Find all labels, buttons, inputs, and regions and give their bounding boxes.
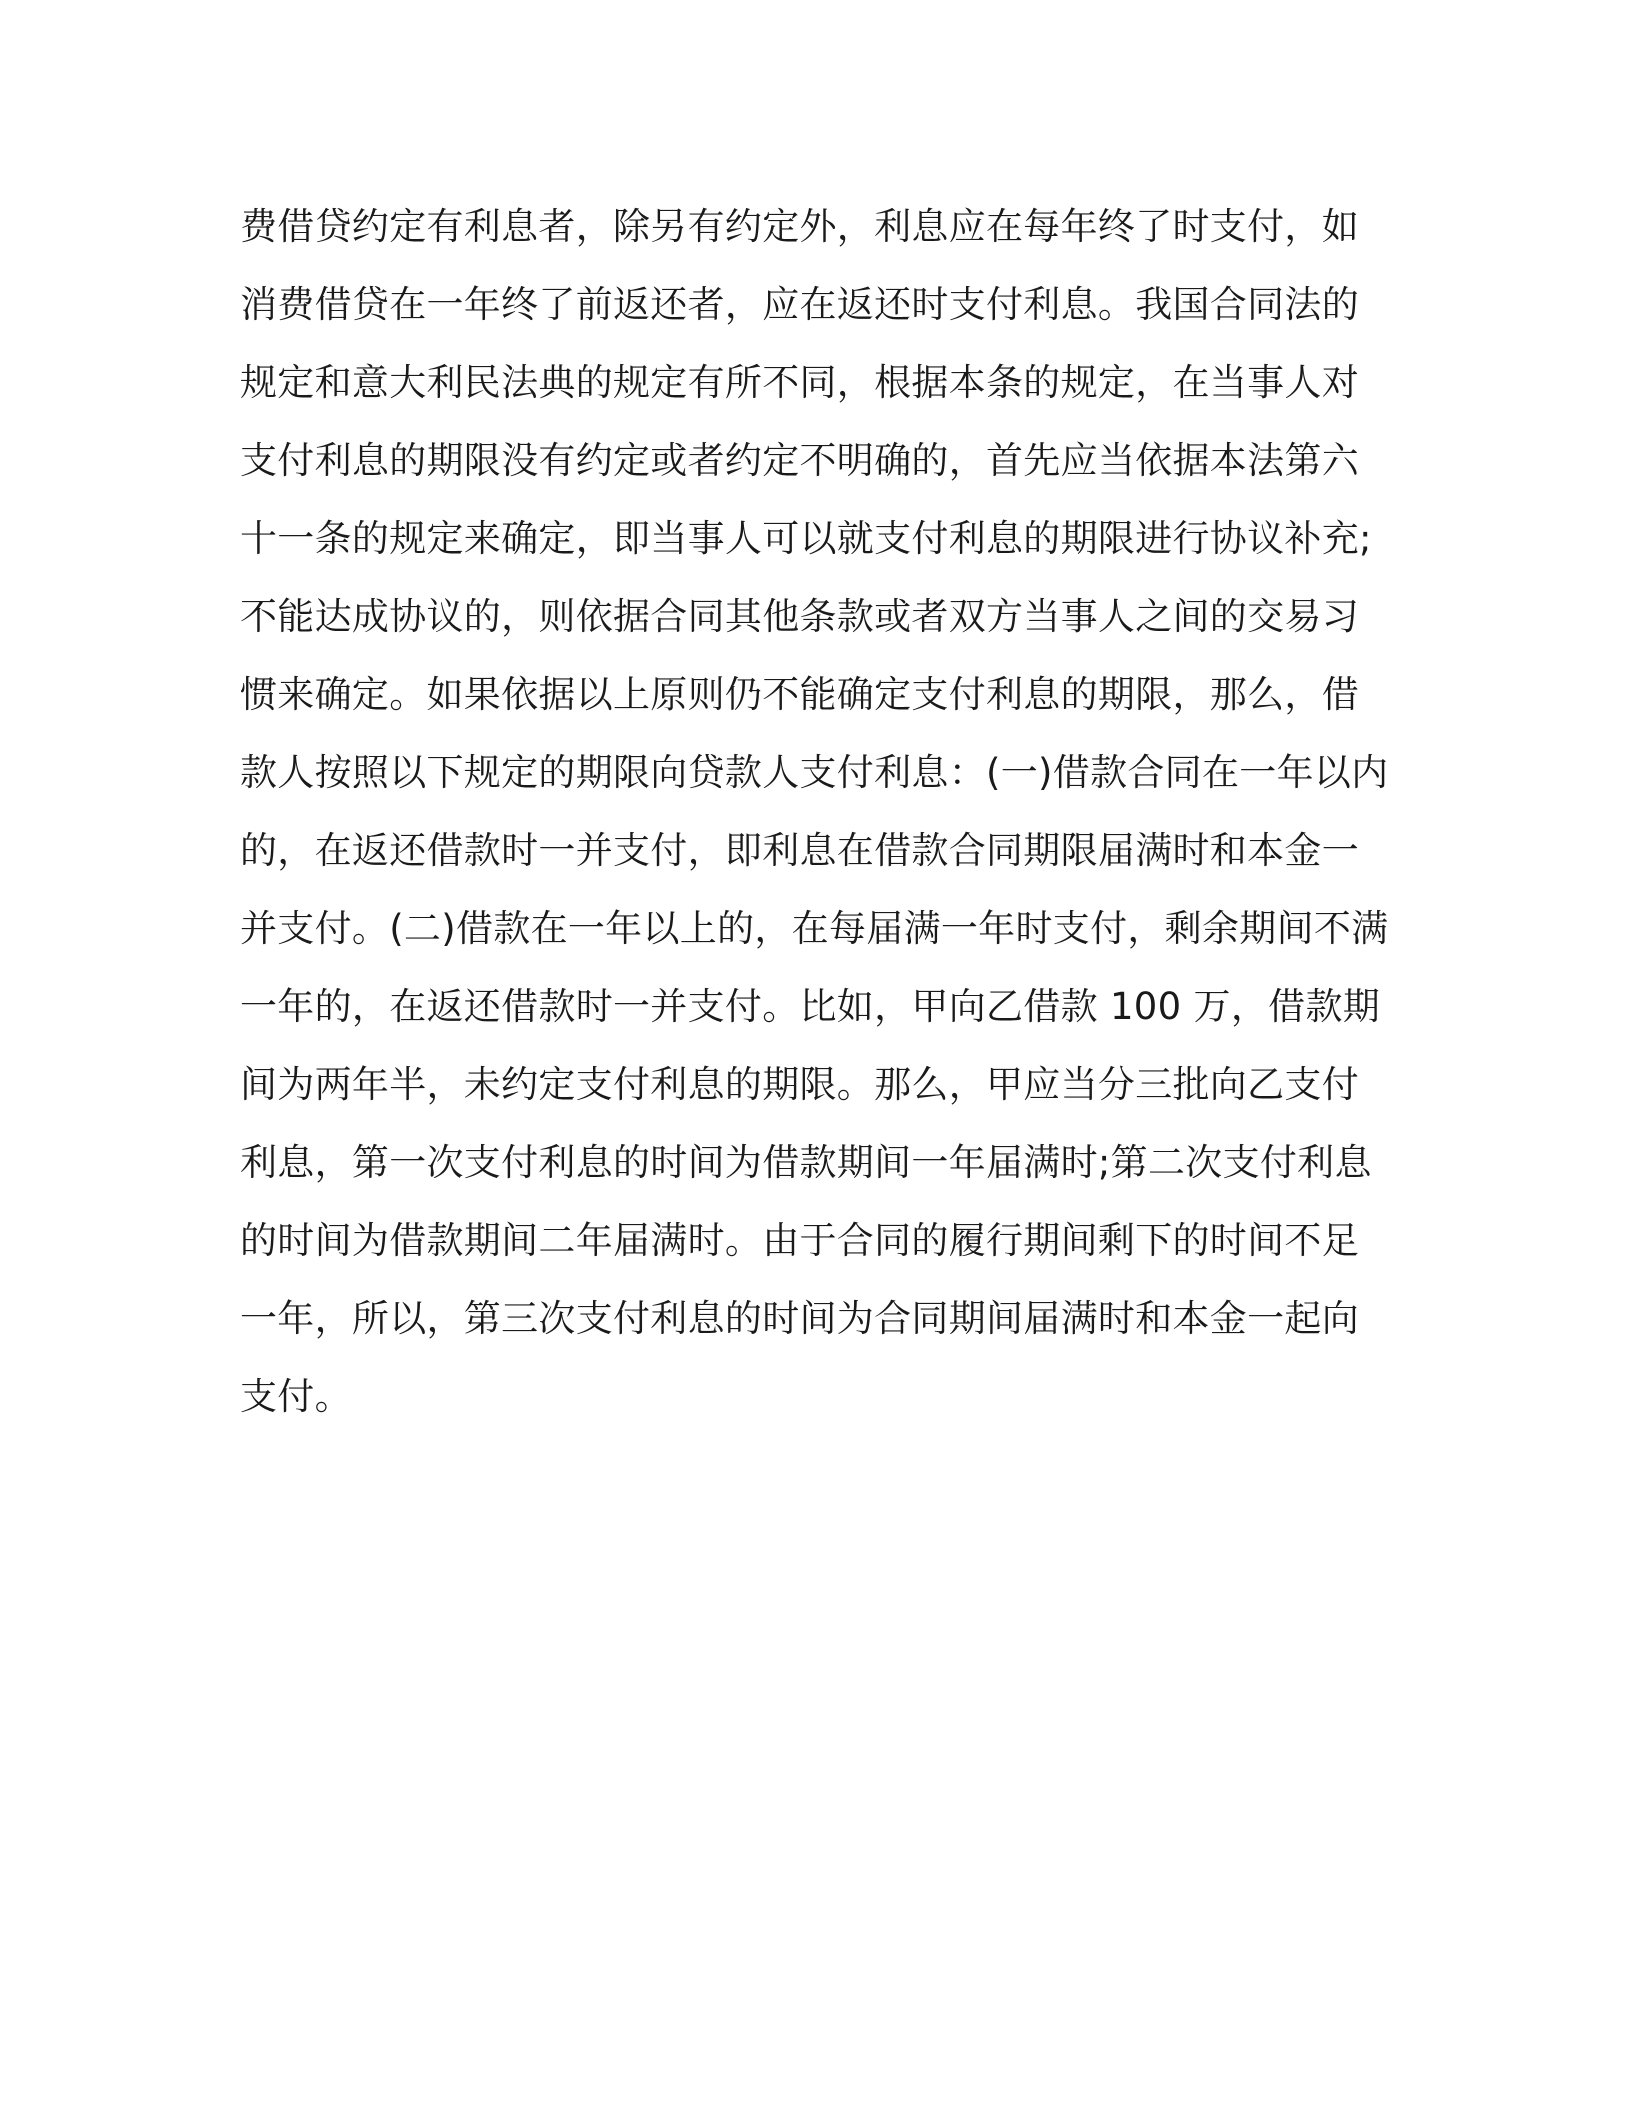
- text-line: 费借贷约定有利息者，除另有约定外，利息应在每年终了时支付，如: [240, 205, 1359, 248]
- text-line: 的时间为借款期间二年届满时。由于合同的履行期间剩下的时间不足: [240, 1219, 1359, 1262]
- text-line: 一年的，在返还借款时一并支付。比如，甲向乙借款 100 万，借款期: [240, 985, 1381, 1028]
- text-line: 支付利息的期限没有约定或者约定不明确的，首先应当依据本法第六: [240, 439, 1359, 482]
- text-line: 并支付。(二)借款在一年以上的，在每届满一年时支付，剩余期间不满: [240, 907, 1389, 950]
- body-paragraph: [240, 188, 1400, 1436]
- text-line: 支付。: [240, 1375, 352, 1418]
- text-line: 利息，第一次支付利息的时间为借款期间一年届满时;第二次支付利息: [240, 1141, 1372, 1184]
- text-line: 消费借贷在一年终了前返还者，应在返还时支付利息。我国合同法的: [240, 283, 1359, 326]
- text-line: 惯来确定。如果依据以上原则仍不能确定支付利息的期限，那么，借: [240, 673, 1359, 716]
- text-line: 款人按照以下规定的期限向贷款人支付利息：(一)借款合同在一年以内: [240, 751, 1389, 794]
- text-line: 一年，所以，第三次支付利息的时间为合同期间届满时和本金一起向: [240, 1297, 1359, 1340]
- text-line: 间为两年半，未约定支付利息的期限。那么，甲应当分三批向乙支付: [240, 1063, 1359, 1106]
- text-line: 规定和意大利民法典的规定有所不同，根据本条的规定，在当事人对: [240, 361, 1359, 404]
- text-line: 十一条的规定来确定，即当事人可以就支付利息的期限进行协议补充;: [240, 517, 1372, 560]
- text-line: 的，在返还借款时一并支付，即利息在借款合同期限届满时和本金一: [240, 829, 1359, 872]
- text-line: 不能达成协议的，则依据合同其他条款或者双方当事人之间的交易习: [240, 595, 1359, 638]
